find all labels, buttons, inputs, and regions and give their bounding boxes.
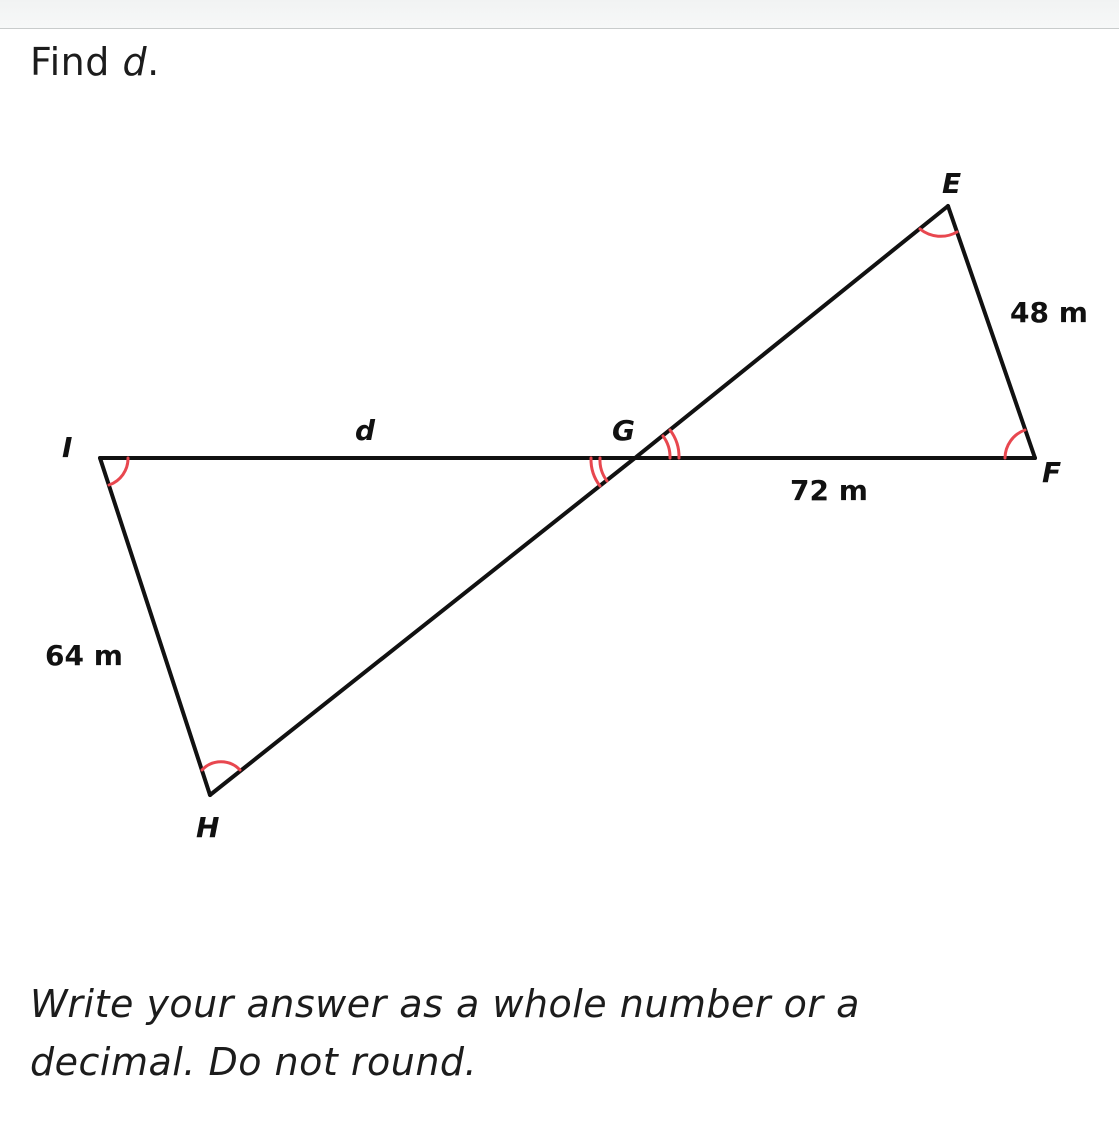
angle-mark-h bbox=[202, 762, 240, 770]
side-label-ef: 48 m bbox=[1010, 296, 1088, 329]
vertex-label-g: G bbox=[612, 414, 635, 447]
vertex-label-i: I bbox=[62, 431, 73, 464]
prompt-suffix: . bbox=[147, 40, 160, 84]
segment-ef bbox=[948, 206, 1035, 458]
segment-hg bbox=[210, 458, 635, 795]
segment-ge bbox=[635, 206, 948, 458]
prompt-variable: d bbox=[122, 40, 148, 84]
prompt-prefix: Find bbox=[30, 40, 123, 84]
angle-mark-g-upper-inner bbox=[663, 436, 670, 458]
segment-ih bbox=[100, 458, 210, 795]
angle-mark-f bbox=[1005, 430, 1025, 458]
angle-mark-g-lower-inner bbox=[600, 458, 607, 481]
side-label-ih: 64 m bbox=[45, 639, 123, 672]
side-label-gf: 72 m bbox=[790, 474, 868, 507]
vertex-label-f: F bbox=[1042, 456, 1062, 489]
angle-mark-e bbox=[920, 229, 957, 236]
answer-instructions: Write your answer as a whole number or a decimal. Do not round. bbox=[30, 982, 860, 1084]
vertex-label-h: H bbox=[196, 811, 220, 844]
side-label-d: d bbox=[355, 414, 376, 447]
vertex-label-e: E bbox=[942, 167, 962, 200]
angle-mark-i bbox=[109, 458, 128, 485]
